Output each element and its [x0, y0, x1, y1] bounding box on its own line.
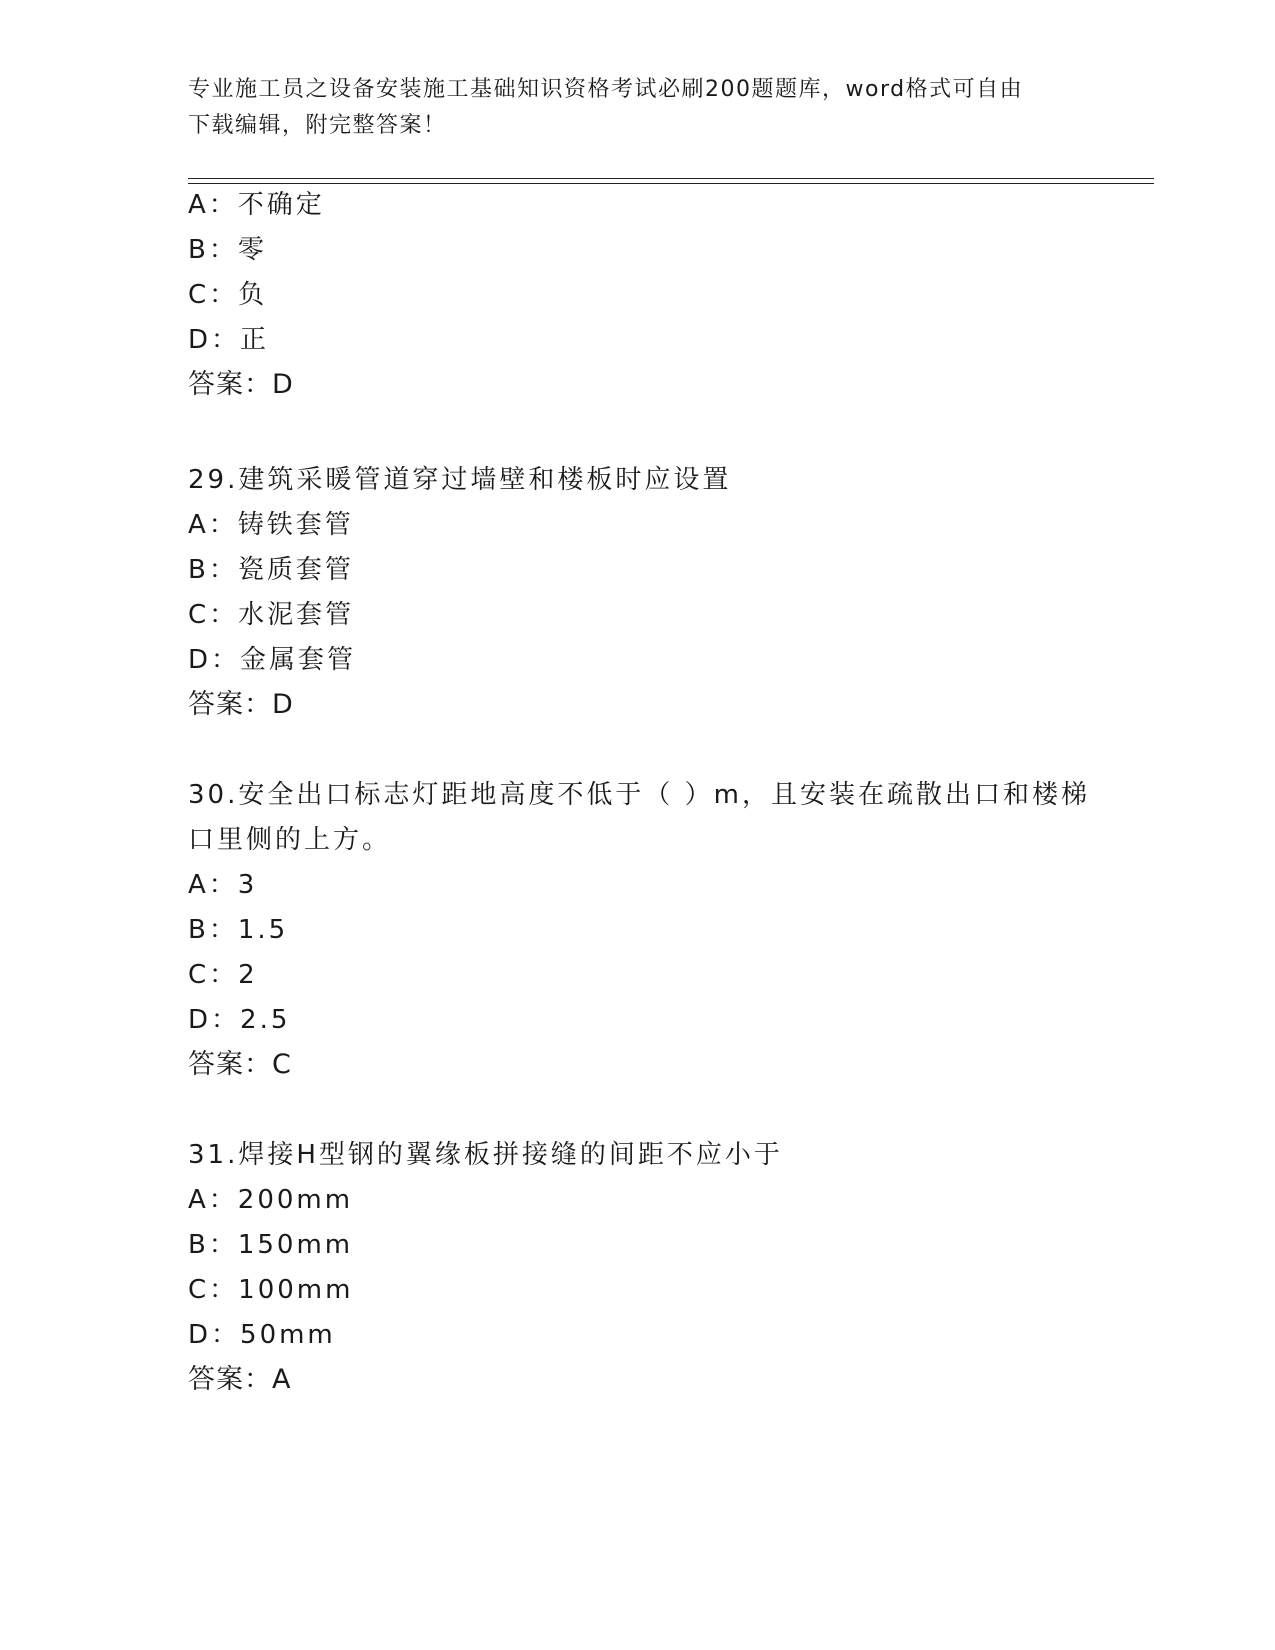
q29-option-b: B：瓷质套管: [188, 555, 354, 585]
q30-option-c: C：2: [188, 960, 258, 990]
q28-option-d: D：正: [188, 325, 270, 355]
q30-option-d: D：2.5: [188, 1005, 291, 1035]
q30-option-b: B：1.5: [188, 915, 289, 945]
q31-option-b: B：150mm: [188, 1230, 354, 1260]
document-header: [188, 72, 1088, 144]
q31-option-c: C：100mm: [188, 1275, 354, 1305]
q31-option-a: A：200mm: [188, 1185, 354, 1215]
q30-option-a: A：3: [188, 870, 258, 900]
q29-stem: 29.建筑采暖管道穿过墙壁和楼板时应设置: [188, 465, 732, 495]
q31-answer: 答案：A: [188, 1364, 292, 1395]
q29-answer: 答案：D: [188, 689, 294, 720]
q28-answer: 答案：D: [188, 369, 294, 400]
q31-stem: 31.焊接H型钢的翼缘板拼接缝的间距不应小于: [188, 1140, 783, 1170]
q30-stem-line-2: 口里侧的上方。: [188, 825, 392, 855]
q30-answer: 答案：C: [188, 1049, 292, 1080]
header-rule-top: [188, 178, 1154, 179]
q29-option-c: C：水泥套管: [188, 600, 355, 630]
header-line-1: 专业施工员之设备安装施工基础知识资格考试必刷200题题库，word格式可自由: [188, 77, 1024, 102]
header-line-2: 下载编辑，附完整答案！: [188, 113, 447, 138]
header-rule-bottom: [188, 183, 1154, 184]
q30-stem-line-1: 30.安全出口标志灯距地高度不低于（ ）m，且安装在疏散出口和楼梯: [188, 780, 1090, 810]
q29-option-d: D：金属套管: [188, 645, 357, 675]
q28-option-a: A：不确定: [188, 190, 325, 220]
q29-option-a: A：铸铁套管: [188, 510, 354, 540]
q28-option-c: C：负: [188, 280, 268, 310]
q28-option-b: B：零: [188, 235, 267, 265]
q31-option-d: D：50mm: [188, 1320, 336, 1350]
